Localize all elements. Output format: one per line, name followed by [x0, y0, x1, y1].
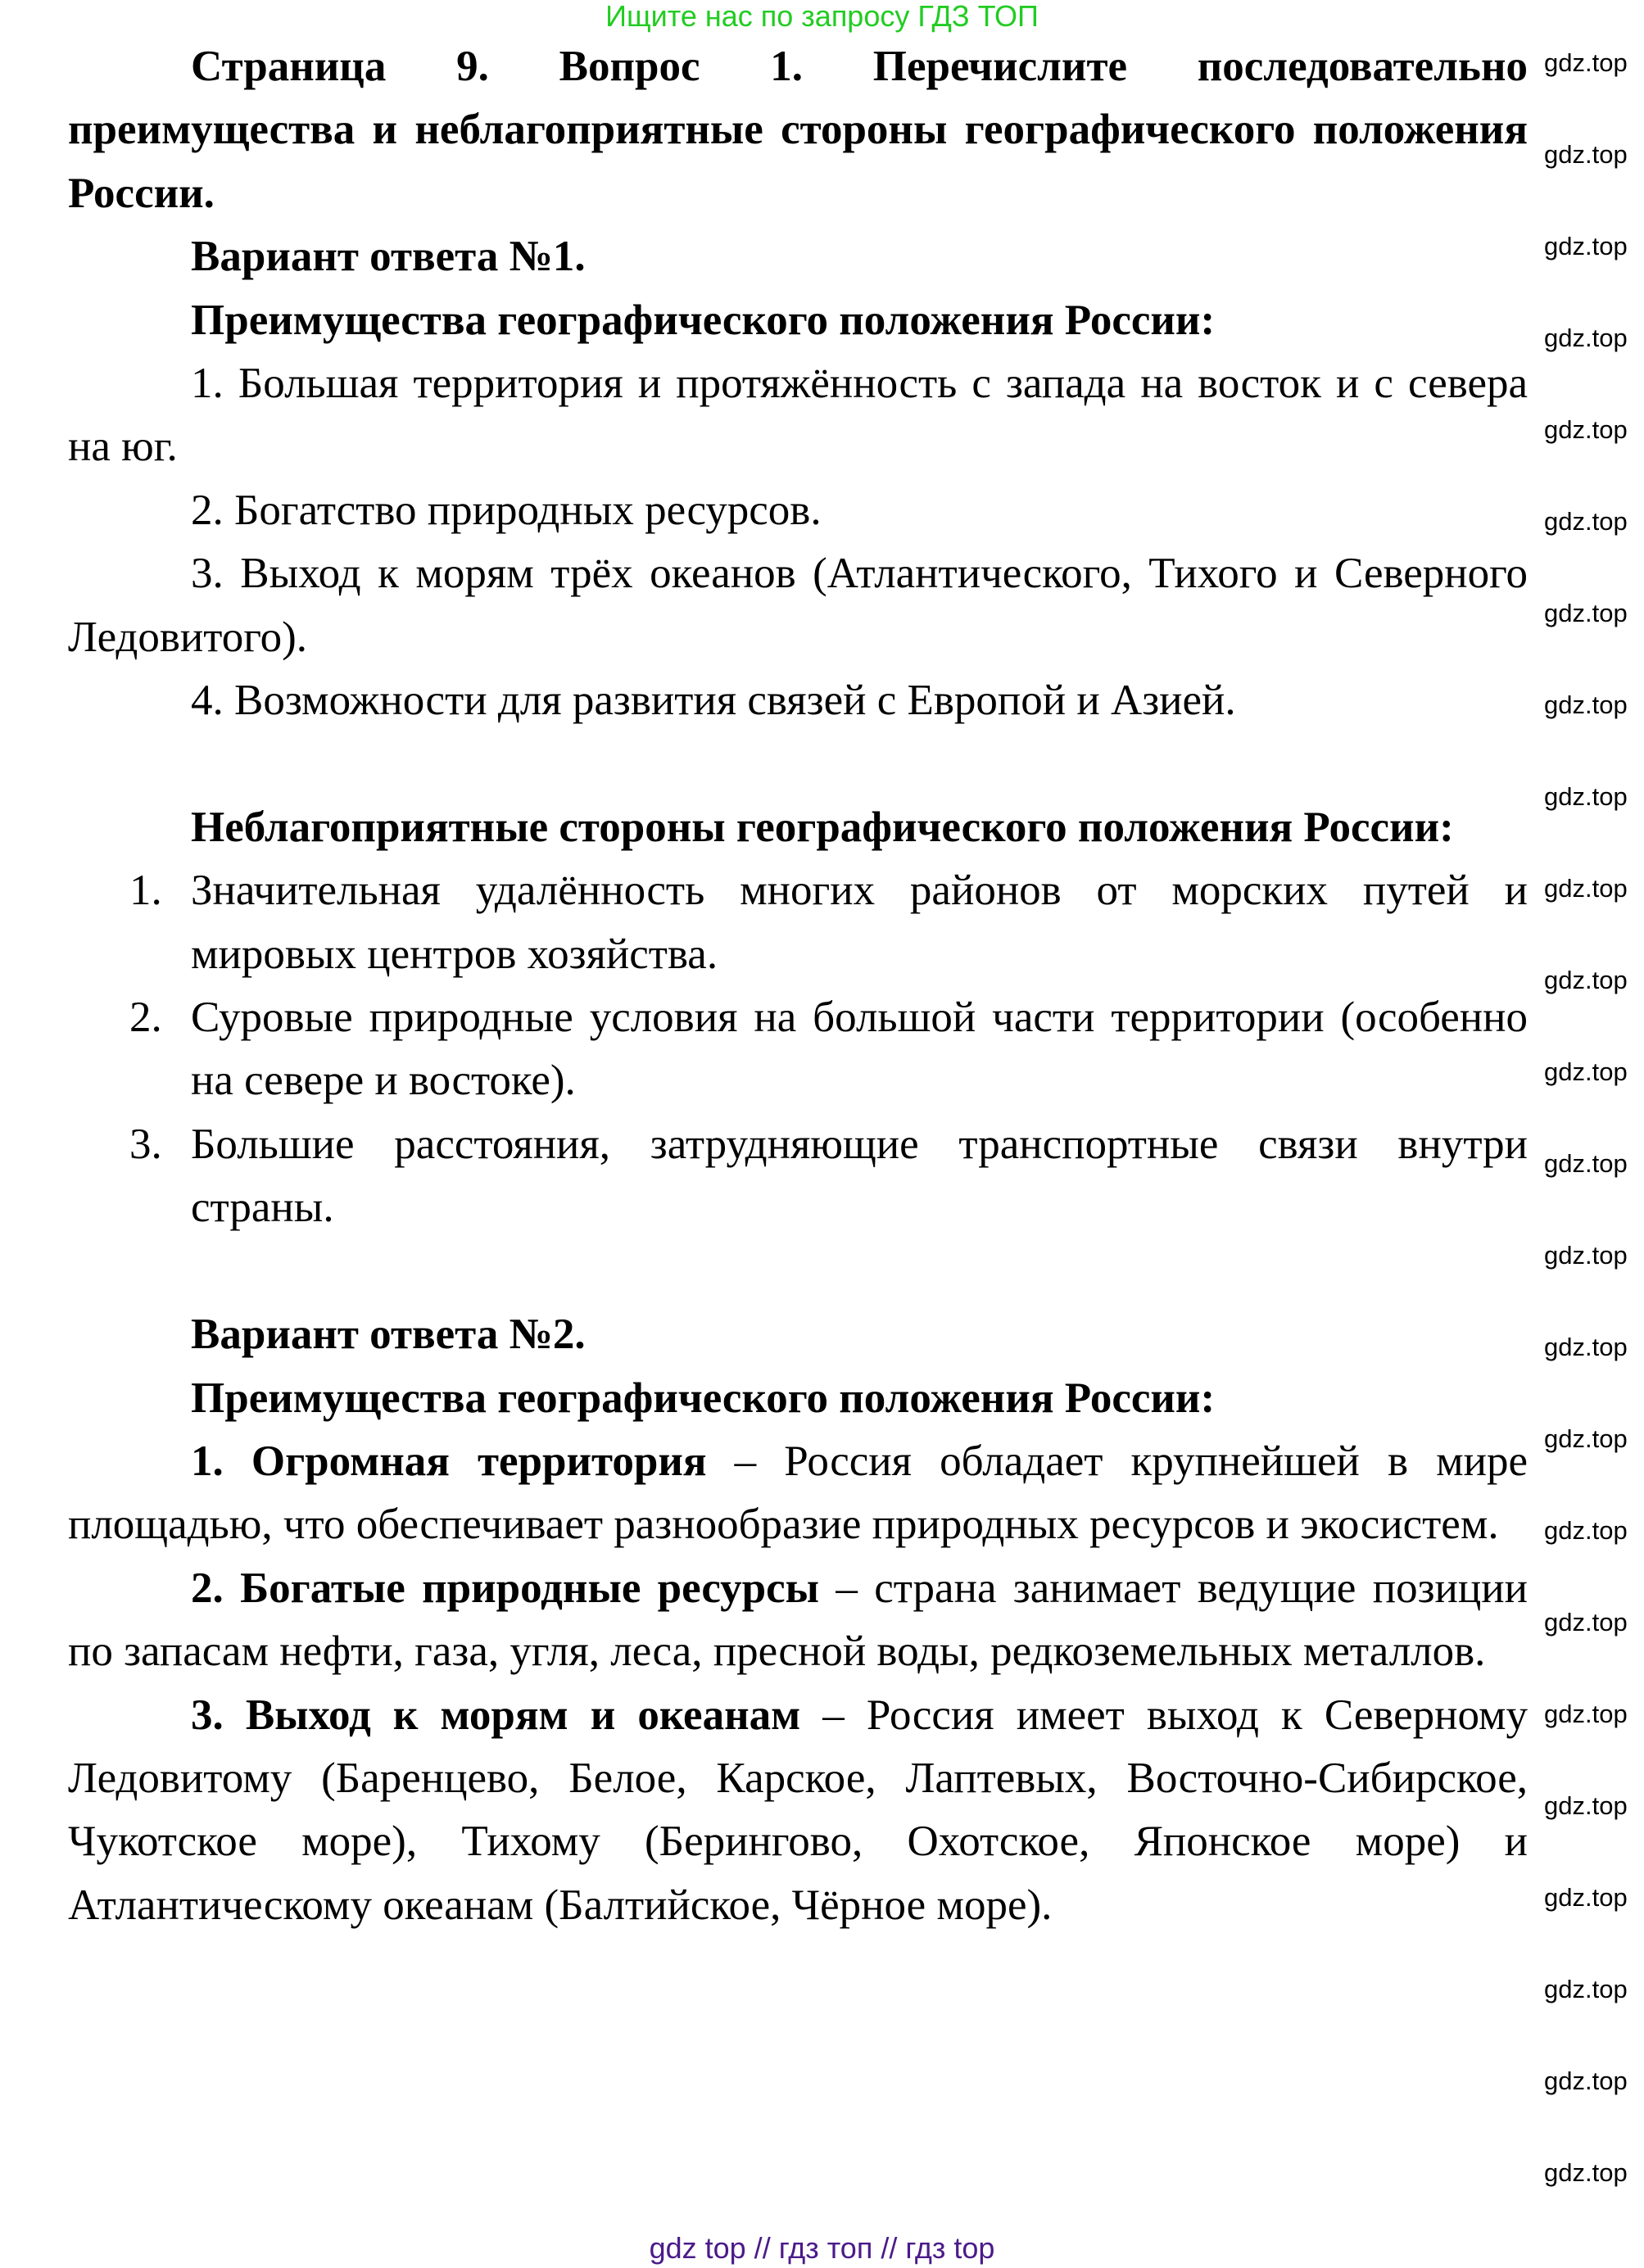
watermark: gdz.top — [1544, 415, 1628, 444]
watermark: gdz.top — [1544, 507, 1628, 536]
item-title: 2. Богатые природные ресурсы — [191, 1564, 820, 1612]
disadvantage-item — [68, 859, 1528, 986]
watermark: gdz.top — [1544, 232, 1628, 260]
watermark: gdz.top — [1544, 1883, 1628, 1912]
item-title: 1. Огромная территория — [191, 1437, 707, 1485]
watermark: gdz.top — [1544, 1057, 1628, 1086]
variant-2-heading: Вариант ответа №2. — [191, 1311, 586, 1359]
watermark: gdz.top — [1544, 1424, 1628, 1453]
item-text: Большие расстояния, затрудняющие транспортные связи внутри страны. — [191, 1120, 1528, 1232]
watermark: gdz.top — [1544, 2067, 1628, 2095]
question-title: Страница 9. Вопрос 1. Перечислите последовательно преимущества и неблагоприятные стороны географического положения России. — [68, 43, 1528, 217]
watermark: gdz.top — [1544, 1516, 1628, 1545]
advantages-heading-2: Преимущества географического положения России: — [191, 1374, 1216, 1422]
item-text: – Россия имеет выход к Северному Ледовитому (Баренцево, Белое, Карское, Лаптевых, Восточно-Сибирское, Чукотское море), Тихому (Берингово, Охотское, Японское море) и Атлантическому океанам (Балтийское, Чёрное море). — [68, 1691, 1528, 1929]
watermark: gdz.top — [1544, 48, 1628, 77]
advantage-item: 1. Большая территория и протяжённость с запада на восток и с севера на юг. — [68, 360, 1528, 471]
item-text: – страна занимает ведущие позиции по запасам нефти, газа, угля, леса, пресной воды, редкоземельных металлов. — [68, 1564, 1528, 1676]
advantage-item: 2. Богатство природных ресурсов. — [191, 486, 822, 534]
watermark: gdz.top — [1544, 1791, 1628, 1820]
advantage-item: 4. Возможности для развития связей с Европой и Азией. — [191, 677, 1236, 725]
search-banner: Ищите нас по запросу ГДЗ ТОП — [605, 0, 1039, 33]
watermark: gdz.top — [1544, 1241, 1628, 1270]
disadvantage-item — [68, 1113, 1528, 1240]
advantage-item: 3. Выход к морям трёх океанов (Атлантического, Тихого и Северного Ледовитого). — [68, 550, 1528, 661]
watermark: gdz.top — [1544, 1149, 1628, 1178]
item-number: 1. — [129, 867, 162, 915]
watermark: gdz.top — [1544, 1700, 1628, 1728]
footer-links: gdz top // гдз топ // гдз top — [649, 2231, 995, 2265]
item-title: 3. Выход к морям и океанам — [191, 1691, 801, 1739]
item-text: – Россия обладает крупнейшей в мире площадью, что обеспечивает разнообразие природных ресурсов и экосистем. — [68, 1437, 1528, 1549]
advantage-item-2 — [68, 1557, 1528, 1684]
watermark: gdz.top — [1544, 324, 1628, 352]
item-number: 3. — [129, 1120, 162, 1168]
advantage-item-2 — [68, 1430, 1528, 1557]
item-number: 2. — [129, 994, 162, 1042]
watermark: gdz.top — [1544, 874, 1628, 903]
watermark: gdz.top — [1544, 966, 1628, 994]
watermark: gdz.top — [1544, 690, 1628, 719]
watermark: gdz.top — [1544, 599, 1628, 627]
answer-document — [68, 35, 1528, 1937]
disadvantage-item — [68, 986, 1528, 1113]
item-text: Значительная удалённость многих районов от морских путей и мировых центров хозяйства. — [191, 867, 1528, 978]
watermark: gdz.top — [1544, 1333, 1628, 1361]
watermark: gdz.top — [1544, 1975, 1628, 2003]
advantages-heading: Преимущества географического положения России: — [191, 296, 1216, 344]
disadvantages-heading: Неблагоприятные стороны географического положения России: — [191, 803, 1454, 851]
watermark: gdz.top — [1544, 1608, 1628, 1636]
watermark: gdz.top — [1544, 782, 1628, 811]
advantage-item-2 — [68, 1684, 1528, 1938]
item-text: Суровые природные условия на большой части территории (особенно на севере и востоке). — [191, 994, 1528, 1105]
variant-1-heading: Вариант ответа №1. — [191, 233, 586, 281]
watermark: gdz.top — [1544, 140, 1628, 169]
watermark: gdz.top — [1544, 2158, 1628, 2187]
